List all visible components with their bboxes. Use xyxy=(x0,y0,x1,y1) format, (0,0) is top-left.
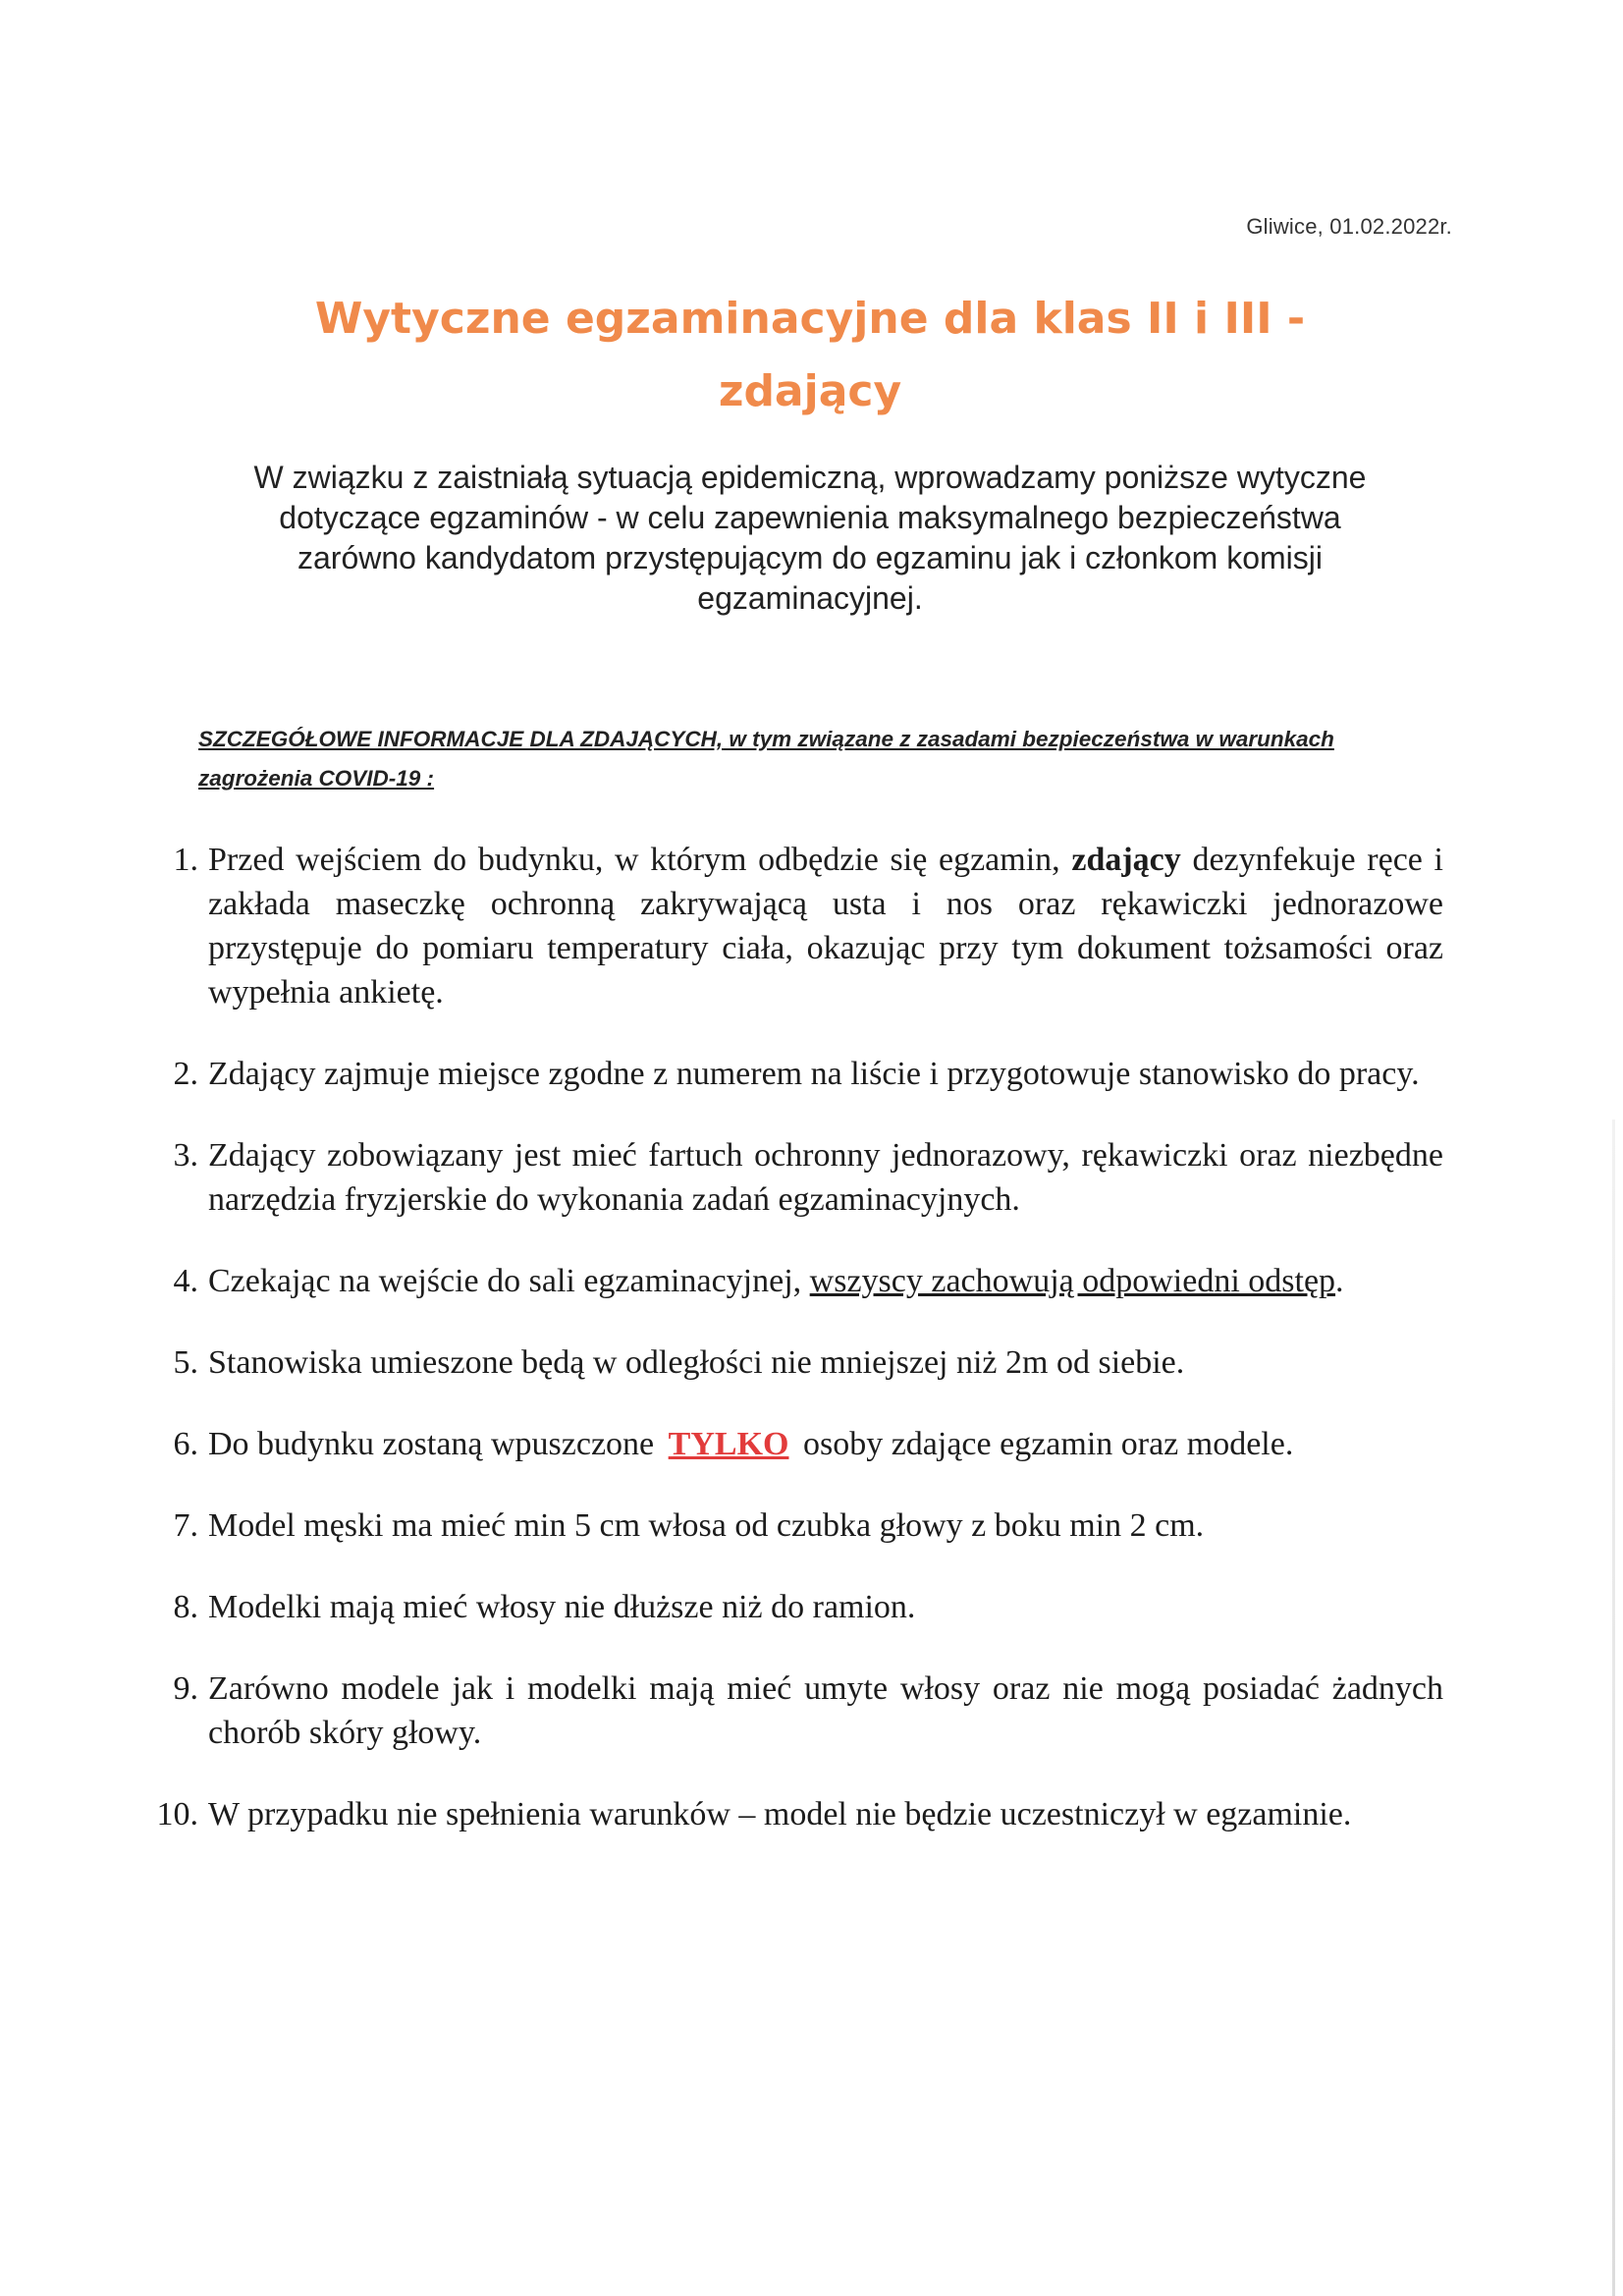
rule-alert-word: TYLKO xyxy=(668,1426,789,1462)
title-line-2: zdający xyxy=(718,366,902,416)
rule-number: 9. xyxy=(173,1670,198,1707)
rule-text: W przypadku nie spełnienia warunków – model nie będzie uczestniczył w egzaminie. xyxy=(208,1796,1352,1832)
rule-number: 4. xyxy=(173,1263,198,1299)
rule-underlined-text: wszyscy zachowują odpowiedni odstęp xyxy=(809,1263,1336,1299)
rule-text: Model męski ma mieć min 5 cm włosa od czubka głowy z boku min 2 cm. xyxy=(208,1507,1205,1544)
rule-item xyxy=(137,1259,1443,1303)
rule-text xyxy=(208,1259,1443,1303)
title-line-1: Wytyczne egzaminacyjne dla klas II i III - xyxy=(314,294,1306,344)
rules-list xyxy=(137,838,1443,1874)
rule-number: 5. xyxy=(173,1344,198,1381)
rule-text xyxy=(208,1422,1443,1466)
rule-number: 8. xyxy=(173,1589,198,1625)
rule-item xyxy=(137,1792,1443,1836)
rule-text: Zdający zajmuje miejsce zgodne z numerem na liście i przygotowuje stanowisko do pracy. xyxy=(208,1056,1420,1092)
rule-item xyxy=(137,1052,1443,1096)
rule-text: Zdający zobowiązany jest mieć fartuch ochronny jednorazowy, rękawiczki oraz niezbędne narzędzia fryzjerskie do wykonania zadań egzaminacyjnych. xyxy=(208,1137,1443,1218)
rule-number: 3. xyxy=(173,1137,198,1174)
rule-text-part: . xyxy=(1335,1263,1344,1299)
rule-number: 1. xyxy=(173,842,198,878)
rule-text: Stanowiska umieszone będą w odległości nie mniejszej niż 2m od siebie. xyxy=(208,1344,1185,1381)
rule-item xyxy=(137,1340,1443,1385)
document-date: Gliwice, 01.02.2022r. xyxy=(1246,214,1452,239)
rule-number: 6. xyxy=(173,1426,198,1462)
section-subheading: SZCZEGÓŁOWE INFORMACJE DLA ZDAJĄCYCH, w tym związane z zasadami bezpieczeństwa w warunkach zagrożenia COVID-19 : xyxy=(198,727,1334,791)
rule-emphasis: zdający xyxy=(1071,842,1181,878)
intro-paragraph: W związku z zaistniałą sytuacją epidemiczną, wprowadzamy poniższe wytyczne dotyczące egzaminów - w celu zapewnienia maksymalnego bezpieczeństwa zarówno kandydatom przystępującym do egzaminu jak i członkom komisji egzaminacyjnej. xyxy=(253,460,1367,616)
rule-item xyxy=(137,1667,1443,1755)
rule-text xyxy=(208,838,1443,1014)
rule-text-part: Czekając na wejście do sali egzaminacyjnej, xyxy=(208,1263,802,1299)
rule-number: 10. xyxy=(156,1796,198,1832)
rule-item xyxy=(137,1503,1443,1548)
rule-number: 7. xyxy=(173,1507,198,1544)
rule-item xyxy=(137,838,1443,1014)
rule-text: Modelki mają mieć włosy nie dłuższe niż do ramion. xyxy=(208,1589,916,1625)
rule-text-part: osoby zdające egzamin oraz modele. xyxy=(802,1426,1294,1462)
rule-item xyxy=(137,1585,1443,1629)
rule-text-part: dezynfekuje ręce i zakłada maseczkę ochronną zakrywającą usta i nos oraz rękawiczki jednorazowe przystępuje do pomiaru temperatury ciała, okazując przy tym dokument tożsamości oraz wypełnia ankietę. xyxy=(208,842,1444,1011)
rule-text: Zarówno modele jak i modelki mają mieć umyte włosy oraz nie mogą posiadać żadnych chorób skóry głowy. xyxy=(208,1670,1443,1751)
scan-edge-line xyxy=(1612,1120,1615,2296)
rule-number: 2. xyxy=(173,1056,198,1092)
rule-text-part: Przed wejściem do budynku, w którym odbędzie się egzamin, xyxy=(208,842,1060,878)
document-title xyxy=(236,283,1384,428)
rule-text-part: Do budynku zostaną wpuszczone xyxy=(208,1426,655,1462)
rule-item xyxy=(137,1422,1443,1466)
rule-item xyxy=(137,1133,1443,1222)
